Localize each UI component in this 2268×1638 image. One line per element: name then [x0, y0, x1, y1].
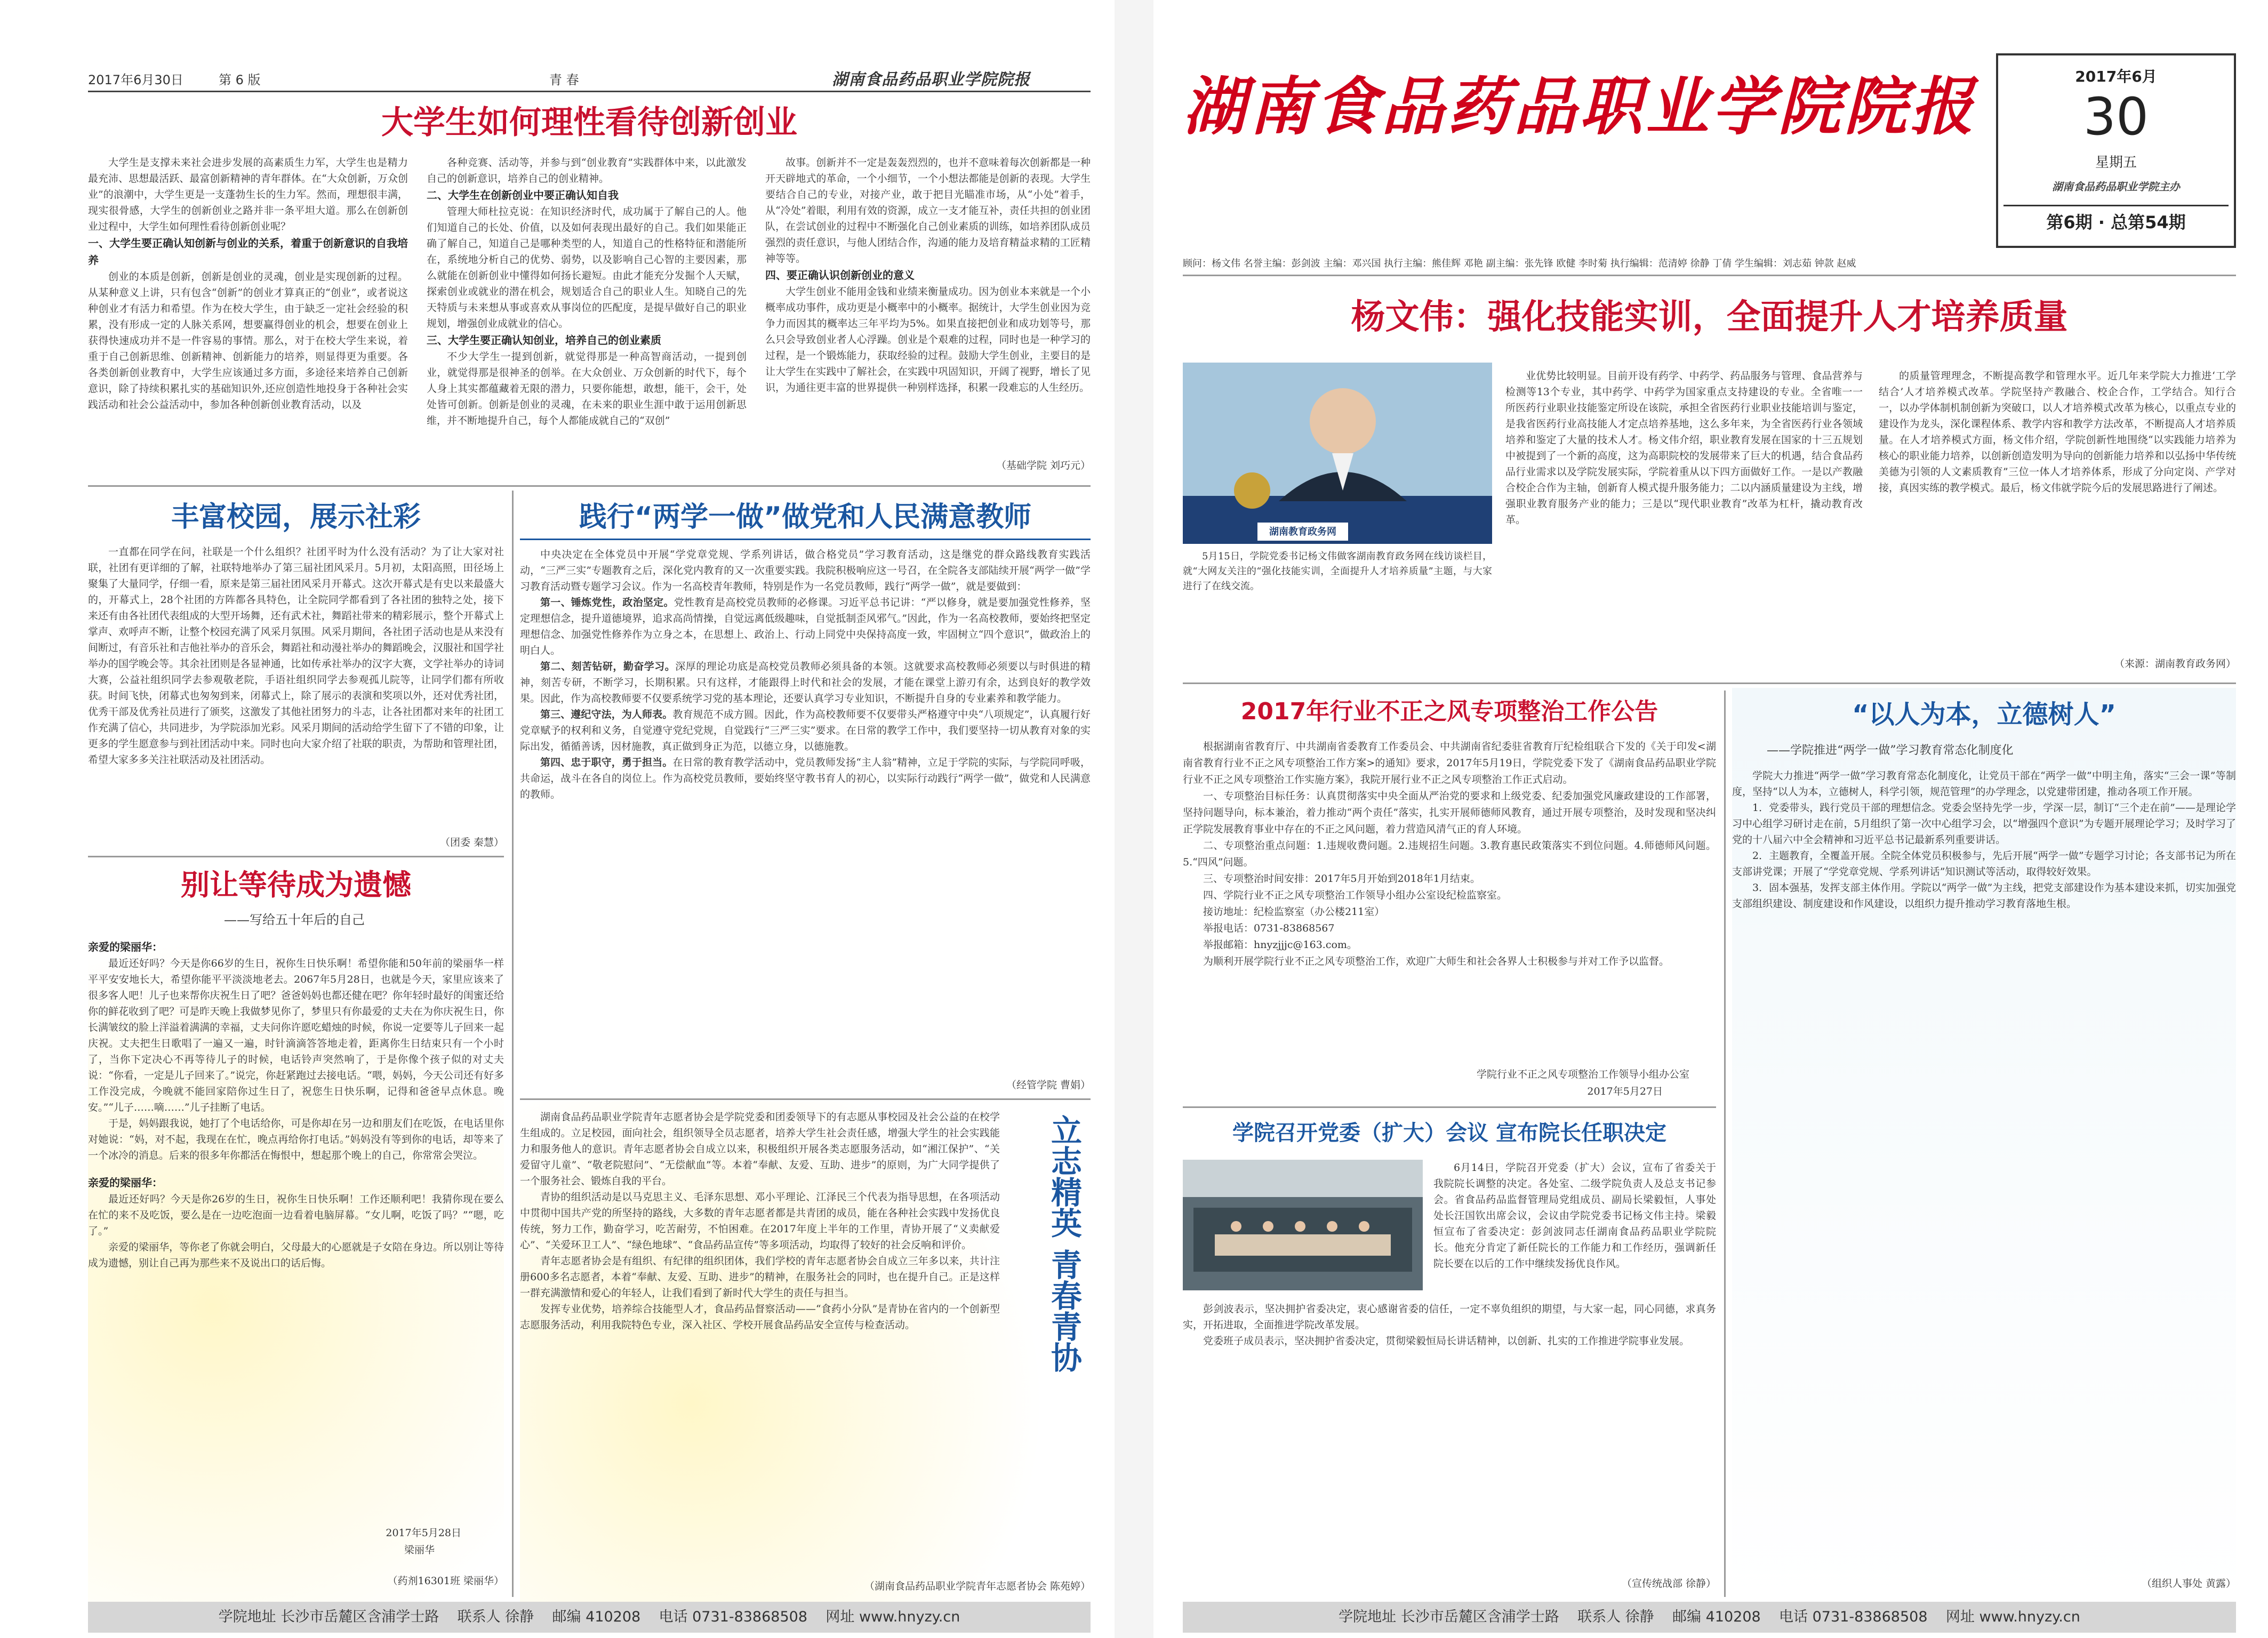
notice-paragraph: 根据湖南省教育厅、中共湖南省委教育工作委员会、中共湖南省纪委驻省教育厅纪检组联合下发的《关于印发<湖南省教育行业不正之风专项整治工作方案>的通知》要求，2017年5月19日，学院党委下发了《湖南食品药品职业学院行业不正之风专项整治工作实施方案》，我院开展行业不正之风专项整治工作正式启动。: [1183, 741, 1716, 785]
meeting-photo: [1183, 1160, 1423, 1290]
article-paragraph: 湖南食品药品职业学院青年志愿者协会是学院党委和团委领导下的有志愿从事校园及社会公益的在校学生组成的。立足校园，面向社会，组织领导全员志愿者，培养大学生社会责任感，增强大学生的社会实践能力和服务他人的意识。青年志愿者协会自成立以来，积极组织开展各类志愿服务活动，如“湘江保护”、“关爱留守儿童”、“敬老院慰问”、“无偿献血”等。本着“奉献、友爱、互助、进步”的原则，为广大同学提供了一个服务社会、锻炼自我的平台。: [520, 1111, 1000, 1187]
meeting-body: [1433, 1160, 1716, 1298]
footer-address-label: 学院地址: [218, 1609, 276, 1625]
letter-body: [88, 938, 504, 1568]
footer-web: www.hnyzy.cn: [859, 1609, 960, 1625]
section-divider: [1183, 682, 2236, 684]
footer-contact-label: 联系人: [457, 1609, 501, 1625]
article-subheading: 三、大学生要正确认知创业，培养自己的创业素质: [427, 334, 661, 347]
page-front: [1153, 0, 2268, 1638]
lead-column: [1879, 368, 2236, 651]
notice-item: 一、专项整治目标任务：认真贯彻落实中央全面从严治党的要求和上级党委、纪委加强党风廉政建设的工作部署，坚持问题导向，标本兼治，着力推动“两个责任”落实，扎实开展师德师风教育，通过开展专项整治，及时发现和坚决纠正学院发展教育事业中存在的不正之风问题，着力营造风清气正的育人环境。: [1183, 790, 1716, 835]
footer-address: 长沙市岳麓区含浦学士路: [281, 1609, 439, 1625]
notice-item: 四、学院行业不正之风专项整治工作领导小组办公室设纪检监察室。: [1203, 889, 1508, 901]
credits-line: 顾问：杨文伟 名誉主编：彭剑波 主编：邓兴国 执行主编：熊佳辉 邓艳 副主编：张先锋 欧健 李时菊 执行编辑：范清婷 徐静 丁倩 学生编辑：刘志茹 钟款 赵威: [1183, 258, 1856, 269]
notice-title: 2017年行业不正之风专项整治工作公告: [1240, 698, 1658, 725]
header-rule: [88, 91, 1091, 92]
point-heading: 第三、遵纪守法，为人师表。: [540, 709, 673, 720]
point-text: 深厚的理论功底是高校党员教师必须具备的本领。这就要求高校教师必须要以与时俱进的精神，刻苦专研，不断学习，长期积累。只有这样，才能跟得上时代和社会的发展，才能在课堂上游刃有余，达到良好的教学效果。因此，作为高校教师要不仅要系统学习党的基本理论，还要认真学习专业知识，不断提升自身的专业素养和教学能力。: [520, 661, 1091, 704]
notice-paragraph: 为顺利开展学院行业不正之风专项整治工作，欢迎广大师生和社会各界人士积极参与并对工作予以监督。: [1203, 956, 1670, 967]
letter-paragraph: 亲爱的梁丽华，等你老了你就会明白，父母最大的心愿就是子女陪在身边。所以别让等待成为遗憾，别让自己再为那些来不及说出口的话后悔。: [88, 1241, 504, 1269]
interview-illustration: [1183, 363, 1492, 544]
article-body: [520, 1109, 1000, 1578]
article-column: [765, 155, 1091, 453]
article-subheading: 一、大学生要正确认知创新与创业的关系，着重于创新意识的自我培养: [88, 237, 408, 267]
column-divider: [1724, 690, 1726, 1597]
article-paragraph: 一直都在同学在问，社联是一个什么组织？社团平时为什么没有活动？为了让大家对社联，社团有更详细的了解，社联特地举办了第三届社团风采月。5月初，太阳高照，田径场上聚集了大量同学，仔细一看，原来是第三届社团风采月开幕式。这次开幕式是有史以来最盛大的，开幕式上，28个社团的方阵都各具特色，让全院同学都看到了各社团的独特之处，接下来还有由各社团代表组成的大型开场舞，还有武术社，舞蹈社带来的精彩展示，整个开幕式上掌声、欢呼声不断，让整个校园充满了风采月氛围。风采月期间，各社团子活动也是从来没有间断过，有音乐社和吉他社举办的音乐会，舞蹈社和动漫社举办的舞蹈晚会，汉服社和国学社举办的国学晚会等。其余社团则是各显神通，比如传承社举办的汉字大赛，文学社举办的诗词大赛，公益社组织同学去参观敬老院，手语社组织同学去参观孤儿院等，让同学们都有所收获。时间飞快，闭幕式也匆匆到来，闭幕式上，除了展示的表演和奖项以外，还对优秀社团，优秀干部及优秀社员进行了颁奖，这激发了其他社团努力的斗志，让各社团都对来年的社团工作充满了信心，共同进步，为学院添加光彩。风采月期间的活动给学生留下了不错的印象，让更多的学生愿意参与到社团活动中来。同时也向大家介绍了社联的职责，为帮助和管理社团，希望大家多多关注社联活动及社团活动。: [88, 546, 504, 766]
interview-photo: [1183, 363, 1492, 544]
footer-phone: 0731-83868508: [1812, 1609, 1928, 1625]
photo-caption: [1183, 549, 1492, 635]
meeting-paragraph: 彭剑波表示，坚决拥护省委决定，衷心感谢省委的信任，一定不辜负组织的期望，与大家一起，同心同德，求真务实，开拓进取，全面推进学院改革发展。: [1183, 1303, 1716, 1331]
point-heading: 第二、刻苦钻研，勤奋学习。: [540, 661, 676, 672]
article-body: [520, 547, 1091, 1074]
people-item: 1．党委带头，践行党员干部的理想信念。党委会坚持先学一步，学深一层，制订“三个走在前”——是理论学习中心组学习研讨走在前，5月组织了第一次中心组学习会，以“增强四个意识”为专题开展理论学习；及时学习了党的十八届六中全会精神和习近平总书记最新系列重要讲话。: [1732, 802, 2236, 846]
article-author: （药剂16301班 梁丽华）: [387, 1575, 504, 1587]
point-heading: 第一、锤炼党性，政治坚定。: [540, 597, 674, 608]
section-divider: [520, 1098, 1091, 1100]
article-paragraph: 发挥专业优势，培养综合技能型人才，食品药品督察活动——“食药小分队”是青协在省内的一个创新型志愿服务活动，利用我院特色专业，深入社区、学校开展食品药品安全宣传与检查活动。: [520, 1303, 1000, 1331]
article-column: [88, 544, 504, 832]
article-paragraph: 创业的本质是创新，创新是创业的灵魂，创业是实现创新的过程。从某种意义上讲，只有包含“创新”的创业才算真正的“创业”，或者说这种创业才有活力和希望。作为在校大学生，由于缺乏一定社会经验的积累，没有形成一定的人脉关系网，想要赢得创业的机会，想要在创业上获得快速成功并不是一件容易的事情。那么，对于在校大学生来说，着重于自己创新思维、创新精神、创新能力的培养，则显得更为重要。各各类创新创业教育中，大学生应该通过多方面，多途径来培养自己创新意识，除了持续积累扎实的基础知识外,还应创造性地投身于各种社会实践活动和社会公益活动中，参加各种创新创业教育活动，以及: [88, 271, 408, 411]
article-paragraph: 青年志愿者协会是有组织、有纪律的组织团体，我们学校的青年志愿者协会自成立三年多以来，共计注册600多名志愿者，本着“奉献、友爱、互助、进步”的精神，在服务社会的同时，也在提升自己。正是这样一群充满激情和爱心的年轻人，让我们看到了新时代大学生的责任与担当。: [520, 1255, 1000, 1299]
footer-phone: 0731-83868508: [692, 1609, 808, 1625]
notice-signer: 学院行业不正之风专项整治工作领导小组办公室: [1476, 1069, 1689, 1080]
letter-date: 2017年5月28日: [386, 1527, 461, 1539]
masthead: 湖南食品药品职业学院院报: [1183, 69, 1977, 143]
people-item: 2．主题教育，全覆盖开展。全院全体党员积极参与，先后开展“两学一做”专题学习讨论；各支部书记为所在支部讲党课；开展了“学党章党规、学系列讲话”知识测试等活动，取得较好效果。: [1732, 850, 2236, 878]
meeting-body: [1183, 1301, 1716, 1573]
article-author: （经管学院 曹娟）: [1006, 1079, 1091, 1091]
section-divider: [1183, 1106, 1716, 1108]
letter-paragraph: 最近还好吗？今天是你66岁的生日，祝你生日快乐啊！希望你能和50年前的梁丽华一样平平安安地长大，希望你能平平淡淡地老去。2067年5月28日，也就是今天，家里应该来了很多客人吧！儿子也来帮你庆祝生日了吧？爸爸妈妈也都还健在吧？你年轻时最好的闺蜜还给你的鲜花收到了吧？可是昨天晚上我做梦见你了，梦里只有你最爱的丈夫在为你庆祝生日，你长满皱纹的脸上洋溢着满满的幸福，丈夫问你许愿吃蜡烛的时候，你说一定要等儿子回来一起庆祝。丈夫把生日歌唱了一遍又一遍，时针滴滴答答地走着，距离你生日结束只有一个小时了，当你下定决心不再等待儿子的时候，电话铃声突然响了，于是你像个孩子似的对丈夫说：“你看，一定是儿子回来了。”说完，你赶紧跑过去接电话。“喂，妈妈，今天公司还有好多工作没完成，今晚就不能回家陪你过生日了，祝您生日快乐啊，记得和爸爸早点休息。晚安。”“儿子……嘀……”儿子挂断了电话。: [88, 958, 504, 1113]
article-author: （组织人事处 黄露）: [2141, 1578, 2236, 1589]
column-divider: [512, 491, 514, 1597]
footer-contact: 徐静: [1625, 1609, 1654, 1625]
letter-signature: 梁丽华: [404, 1544, 435, 1556]
header-date: 2017年6月30日: [88, 73, 183, 87]
lead-column: [1505, 368, 1863, 677]
notice-email: 举报邮箱：hnyzjjjc@163.com。: [1203, 939, 1357, 951]
footer-zip: 410208: [1705, 1609, 1761, 1625]
footer-web-label: 网址: [1945, 1609, 1975, 1625]
notice-item: 三、专项整治时间安排：2017年5月开始到2018年1月结束。: [1203, 873, 1480, 885]
article-author: （宣传统战部 徐静）: [1621, 1578, 1716, 1589]
footer-zip-label: 邮编: [1672, 1609, 1702, 1625]
header-section: 青 春: [549, 73, 579, 87]
meeting-illustration: [1183, 1160, 1423, 1290]
photo-watermark: 湖南教育政务网: [1269, 526, 1336, 537]
people-body: [1732, 768, 2236, 1573]
article-paragraph: [520, 754, 1091, 802]
vertical-title: 立志精英 青春青协: [1046, 1114, 1082, 1373]
people-paragraph: 学院大力推进“两学一做”学习教育常态化制度化，让党员干部在“两学一做”中明主角，落实“三会一课”等制度，坚持“以人为本，立德树人，科学引领，规范管理”的办学理念，以党建带团建，推动各项工作开展。: [1732, 770, 2236, 798]
notice-contact: 接访地址：纪检监察室（办公楼211室）: [1203, 906, 1385, 918]
article-author: （湖南食品药品职业学院青年志愿者协会 陈苑婷）: [864, 1580, 1091, 1592]
page-footer: [88, 1602, 1091, 1633]
footer-zip-label: 邮编: [552, 1609, 581, 1625]
article-title: 践行“两学一做”做党和人民满意教师: [579, 501, 1032, 533]
page-footer: [1183, 1602, 2236, 1633]
article-title: 别让等待成为遗憾: [181, 868, 411, 902]
page-6-youth: [0, 0, 1115, 1638]
date-box: [1996, 53, 2236, 248]
section-divider: [88, 485, 1091, 487]
notice-item: 二、专项整治重点问题：1.违规收费问题。2.违规招生问题。3.教育惠民政策落实不到位问题。4.师德师风问题。5.“四风”问题。: [1183, 840, 1716, 868]
article-author: （来源：湖南教育政务网）: [2114, 658, 2236, 670]
meeting-title: 学院召开党委（扩大）会议 宣布院长任职决定: [1232, 1121, 1666, 1145]
article-paragraph: 管理大师杜拉克说：在知识经济时代，成功属于了解自己的人。他们知道自己的长处、价值，以及如何表现出最好的自己。我们如果能正确了解自己，知道自己是哪种类型的人，知道自己的性格特征和潜能所在，系统地分析自己的优势、弱势，以及影响自己心智的主要因素，那么就能在创新创业中懂得如何扬长避短。由此才能充分发掘个人天赋，探索创业或就业的潜在机会，规划适合自己的职业人生。知晓自己的先天特质与未来想从事或喜欢从事岗位的匹配度，是提早做好自己的职业规划，增强创业成就业的信心。: [427, 206, 747, 330]
article-subtitle: ——写给五十年后的自己: [224, 912, 365, 927]
article-title: 大学生如何理性看待创新创业: [381, 104, 797, 141]
footer-contact: 徐静: [505, 1609, 534, 1625]
people-title: “以人为本，立德树人”: [1852, 700, 2117, 729]
date-publisher: 湖南食品药品职业学院主办: [2052, 180, 2180, 193]
header-page-number: 第 6 版: [219, 73, 261, 87]
article-paragraph: [520, 595, 1091, 659]
lead-paragraph: 业优势比较明显。目前开设有药学、中药学、药品服务与管理、食品营养与检测等13个专业，其中药学、中药学为国家重点支持建设的专业。全省唯一一所医药行业职业技能鉴定所设在该院，承担全省医药行业职业技能培训与鉴定，是我省医药行业高技能人才定点培养基地，这么多年来，为全省医药行业各领域培养和鉴定了大量的技术人才。杨文伟介绍，职业教育发展在国家的十三五规划中被提到了一个新的高度，这为高职院校的发展带来了巨大的机遇，结合食品药品行业需求以及学院发展实际，学院着重从以下四方面做好工作。一是以产教融合校企合作为主轴，创新育人模式提升服务能力；二以内涵质量建设为主线，增强职业教育服务产业的能力；三是以“现代职业教育”改革为杠杆，撬动教育改革。: [1505, 370, 1863, 526]
letter-greeting: 亲爱的梁丽华：: [88, 1176, 163, 1189]
date-weekday: 星期五: [2095, 155, 2137, 171]
footer-phone-label: 电话: [659, 1609, 688, 1625]
article-subheading: 二、大学生在创新创业中要正确认知自我: [427, 189, 619, 202]
issue-number: 第6期 · 总第54期: [2003, 205, 2229, 238]
caption-text: 5月15日，学院党委书记杨文伟做客湖南教育政务网在线访谈栏目，就“大网友关注的“强化技能实训，全面提升人才培养质量”主题，与大家进行了在线交流。: [1183, 551, 1492, 592]
letter-greeting: 亲爱的梁丽华：: [88, 941, 163, 953]
letter-paragraph: 最近还好吗？今天是你26岁的生日，祝你生日快乐啊！工作还顺利吧！我猜你现在要么在忙的来不及吃饭，要么是在一边吃泡面一边看着电脑屏幕。“女儿啊，吃饭了吗？”“嗯，吃了。”: [88, 1193, 504, 1237]
people-subtitle: ——学院推进“两学一做”学习教育常态化制度化: [1767, 744, 2014, 757]
footer-contact-label: 联系人: [1577, 1609, 1621, 1625]
lead-paragraph: 的质量管理理念，不断提高教学和管理水平。近几年来学院大力推进‘工学结合’人才培养模式改革。学院坚持产教融合、校企合作，工学结合。知行合一，以办学体制机制创新为突破口，以人才培养模式改革为核心，以重点专业的建设作为龙头，深化课程体系、教学内容和教学方法改革，不断提高人才培养质量。在人才培养模式方面，杨文伟介绍，学院创新性地围绕“以实践能力培养为核心的职业能力培养，以创新创造发明为导向的创新能力培养和以弘扬中华传统美德为引领的人文素质教育”三位一体人才培养体系，形成了分向定岗、产学对接，真因实练的教学模式。最后，杨文伟就学院今后的发展思路进行了阐述。: [1879, 370, 2236, 494]
article-subheading: 四、要正确认识创新创业的意义: [765, 269, 915, 282]
meeting-paragraph: 党委班子成员表示，坚决拥护省委决定，贯彻梁毅恒局长讲话精神，以创新、扎实的工作推进学院事业发展。: [1203, 1335, 1690, 1347]
article-paragraph: [520, 706, 1091, 754]
footer-zip: 410208: [586, 1609, 641, 1625]
header-paper-name: 湖南食品药品职业学院院报: [832, 70, 1030, 89]
date-day: 30: [2083, 87, 2149, 146]
article-paragraph: 不少大学生一提到创新，就觉得那是一种高智商活动，一提到创业，就觉得那是很神圣的创举。在大众创业、万众创新的时代下，每个人身上其实都蕴藏着无限的潜力，只要你能想，敢想，能干，会干，处处皆可创新。创新是创业的灵魂，在未来的职业生涯中敢于运用创新思维，并不断地提升自己，每个人都能成就自己的“双创”: [427, 351, 747, 427]
point-text: 党性教育是高校党员教师的必修课。习近平总书记讲：“严以修身，就是要加强党性修养，坚定理想信念，提升道德境界，追求高尚情操，自觉远离低级趣味，自觉抵制歪风邪气。”因此，作为一名高校教师，要始终把坚定理想信念、加强党性修养作为立身之本，在思想上、政治上、行动上同党中央保持高度一致，牢固树立“四个意识”，做政治上的明白人。: [520, 597, 1091, 656]
article-paragraph: 大学生是支撑未来社会进步发展的高素质生力军，大学生也是精力最充沛、思想最活跃、最富创新精神的青年群体。在“大众创新，万众创业”的浪潮中，大学生更是一支蓬勃生长的生力军。然而，理想很丰满，现实很骨感，大学生的创新创业之路并非一条平坦大道。那么在创新创业过程中，大学生如何理性看待创新创业呢？: [88, 157, 408, 232]
point-text: 在日常的教育教学活动中，党员教师发扬“主人翁”精神，立足于学院的实际，与学院同呼吸，共命运，战斗在各自的岗位上。作为高校党员教师，要始终坚守教书育人的初心，以实际行动践行“两学一做”，做党和人民满意的教师。: [520, 757, 1091, 800]
article-column: [88, 155, 408, 475]
letter-paragraph: 于是，妈妈跟我说，她打了个电话给你，可是你却在另一边和朋友们在吃饭，在电话里你对她说：“妈，对不起，我现在在忙，晚点再给你打电话。”妈妈没有等到你的电话，却等来了一个冰冷的消息。后来的很多年你都活在悔恨中，想起那个晚上的自己，你常常会哭泣。: [88, 1118, 504, 1161]
article-paragraph: 青协的组织活动是以马克思主义、毛泽东思想、邓小平理论、江泽民三个代表为指导思想，在各项活动中贯彻中国共产党的所坚持的路线，大多数的青年志愿者都是共青团的成员，能在各种社会实践中发扬优良传统，努力工作，勤奋学习，吃苦耐劳，不怕困难。在2017年度上半年的工作里，青协开展了“义卖献爱心”、“关爱环卫工人”、“绿色地球”、“食品药品宣传”等多项活动，均取得了较好的社会反响和评价。: [520, 1191, 1000, 1251]
title-underline: [520, 539, 1091, 540]
article-paragraph: 各种竞赛、活动等，并参与到“创业教育”实践群体中来，以此激发自己的创新意识，培养自己的创业精神。: [427, 157, 747, 184]
article-paragraph: 故事。创新并不一定是轰轰烈烈的，也并不意味着每次创新都是一种开天辟地式的革命，一个小细节，一个小想法都能是创新的表现。大学生要结合自己的专业，对接产业，敢于把目光瞄准市场，从“小处”着手，从“冷处”着眼，利用有效的资源，成立一支才能互补，责任共担的创业团队，在尝试创业的过程中不断强化自己创业素质的训练，如培养团队成员强烈的责任意识，与他人团结合作，沟通的能力及培育精益求精的工匠精神等等。: [765, 157, 1091, 264]
article-title: 丰富校园，展示社彩: [171, 501, 421, 533]
lead-headline: 杨文伟：强化技能实训，全面提升人才培养质量: [1351, 298, 2068, 337]
article-paragraph: [520, 659, 1091, 706]
article-paragraph: 中央决定在全体党员中开展“学党章党规、学系列讲话，做合格党员”学习教育活动，这是继党的群众路线教育实践活动，“三严三实”专题教育之后，深化党内教育的又一次重要实践。我院积极响应这一号召，在全院各支部陆续开展“两学一做”学习教育活动暨专题学习会议。作为一名高校青年教师，特别是作为一名党员教师，践行“两学一做”，就是要做到：: [520, 549, 1091, 592]
notice-date: 2017年5月27日: [1587, 1086, 1663, 1097]
footer-web: www.hnyzy.cn: [1979, 1609, 2080, 1625]
article-column: [427, 155, 747, 475]
article-author: （团委 秦慧）: [439, 837, 504, 848]
page-gutter: [1115, 0, 1153, 1638]
article-paragraph: 大学生创业不能用金钱和业绩来衡量成功。因为创业本来就是一个小概率成功事件，成功更是小概率中的小概率。据统计，大学生创业因为竞争力而因其的概率达三年平均为5%。如果直接把创业和成功划等号，那么只会导致创业者人心浮躁。创业是个艰难的过程，同时也是一种学习的过程，是一个锻炼能力，获取经验的过程。鼓励大学生创业，主要目的是让大学生在实践中了解社会，在实践中巩固知识，开阔了视野，增长了见识，为通往更丰富的世界提供一种别样选择，积累一段难忘的人生经历。: [765, 286, 1091, 394]
footer-web-label: 网址: [826, 1609, 855, 1625]
credits-rule: [1183, 275, 2236, 276]
notice-phone: 举报电话：0731-83868567: [1203, 922, 1335, 934]
people-item: 3．固本强基，发挥支部主体作用。学院以“两学一做”为主线，把党支部建设作为基本建设来抓，切实加强党支部组织建设、制度建设和作风建设，以组织力提升推动学习教育落地生根。: [1732, 882, 2236, 910]
meeting-paragraph: 6月14日，学院召开党委（扩大）会议，宣布了省委关于我院院长调整的决定。各处室、二级学院负责人及总支书记参会。省食品药品监督管理局党组成员、副局长梁毅恒，人事处处长汪国钦出席会议，会议由学院党委书记杨文伟主持。梁毅恒宣布了省委决定：彭剑波同志任湖南食品药品职业学院院长。他充分肯定了新任院长的工作能力和工作经历，强调新任院长要在以后的工作中继续发扬优良作风。: [1433, 1162, 1716, 1270]
date-year-month: 2017年6月: [2075, 68, 2157, 85]
notice-body: [1183, 738, 1716, 1064]
footer-address: 长沙市岳麓区含浦学士路: [1400, 1609, 1559, 1625]
footer-address-label: 学院地址: [1339, 1609, 1397, 1625]
point-heading: 第四、忠于职守，勇于担当。: [540, 757, 673, 768]
article-author: （基础学院 刘巧元）: [996, 460, 1091, 471]
section-divider: [88, 856, 504, 857]
footer-phone-label: 电话: [1779, 1609, 1808, 1625]
point-text: 教育规范不成方圆。因此，作为高校教师要不仅要带头严格遵守中央“八项规定”，认真履行好党章赋予的权利和义务，自觉遵守党纪党规，自觉践行“三严三实”要求。在日常的教学工作中，我们要坚持一切从教育对象的实际出发，循循善诱，因材施教，真正做到身正为范，以德立身，以德施教。: [520, 709, 1091, 752]
